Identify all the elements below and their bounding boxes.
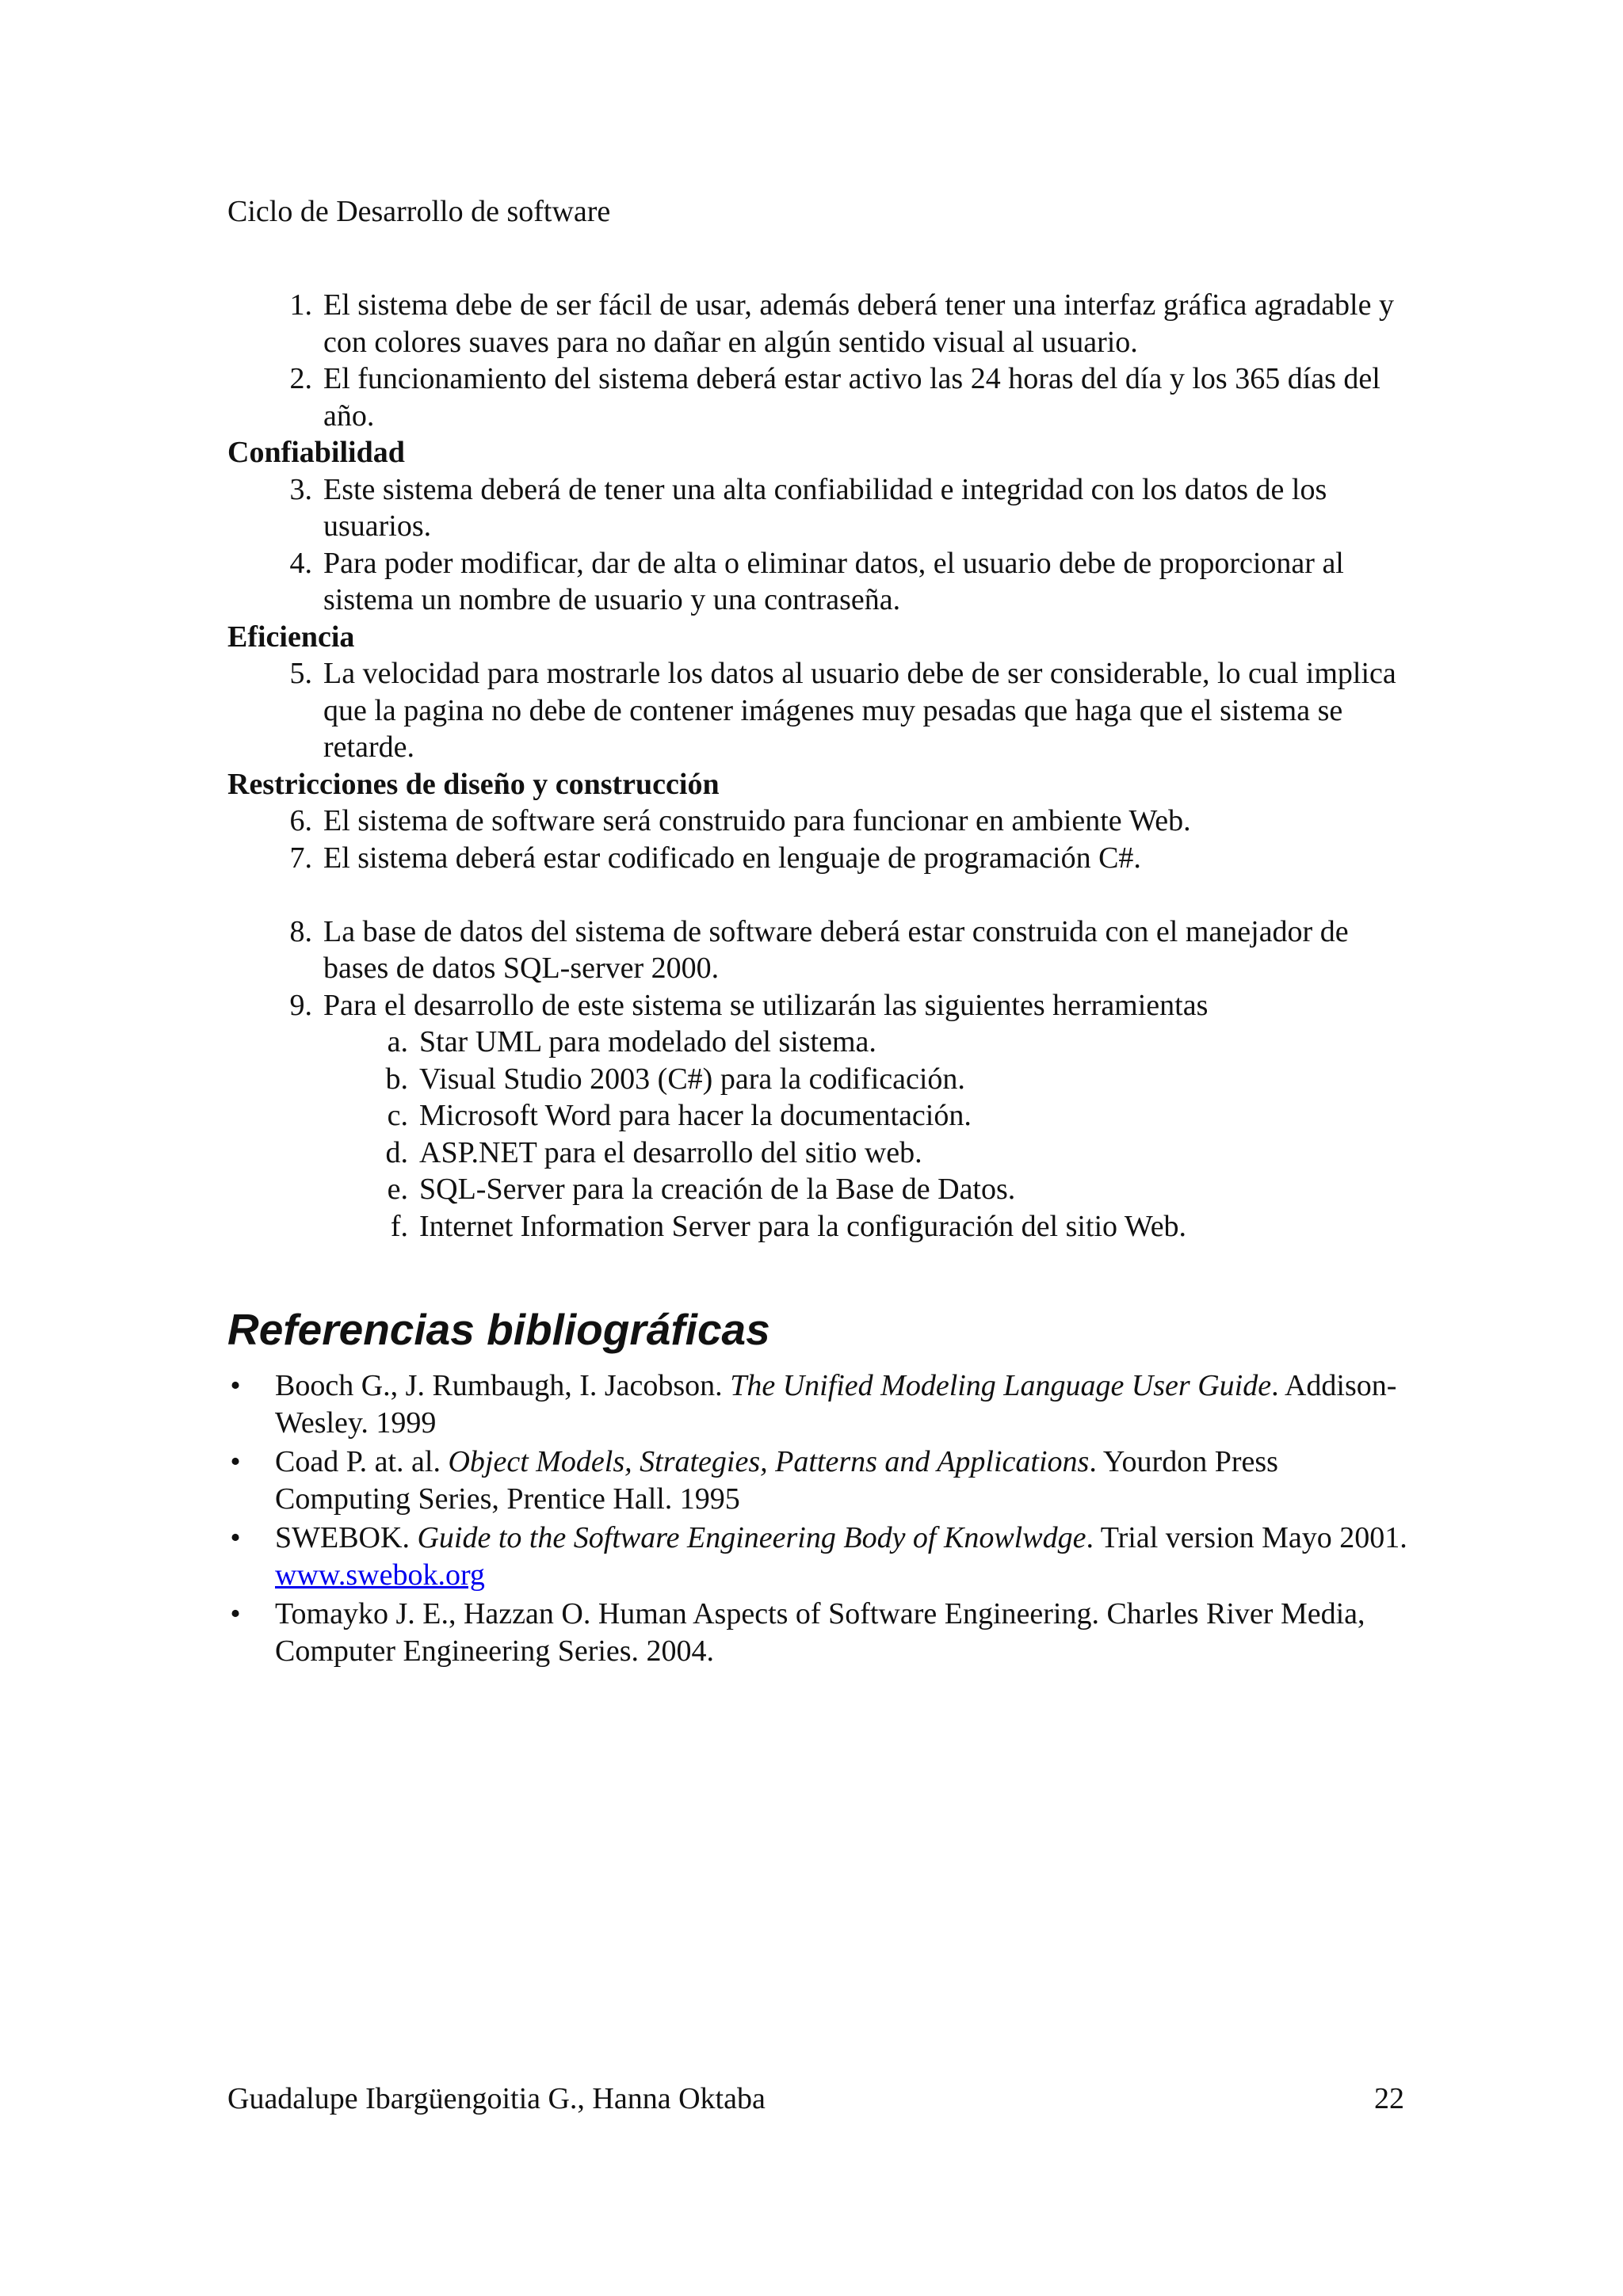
list-item: [227, 360, 1416, 434]
bullet-icon: •: [230, 1521, 241, 1554]
reference-text: SWEBOK.: [275, 1521, 418, 1554]
tool-letter: d.: [385, 1135, 408, 1169]
item-text: La base de datos del sistema de software deberá estar construida con el manejador de bases de datos SQL-server 2000.: [323, 914, 1349, 985]
tool-text: Microsoft Word para hacer la documentación.: [419, 1099, 972, 1132]
reference-item: [227, 1367, 1416, 1441]
reference-text: . Trial version Mayo 2001.: [1086, 1521, 1407, 1554]
reference-item: [227, 1520, 1416, 1593]
list-item: [227, 471, 1416, 545]
list-item: [227, 545, 1416, 619]
item-number: 5.: [289, 657, 312, 690]
tool-item: [227, 1097, 1416, 1135]
reference-text: Tomayko J. E., Hazzan O. Human Aspects of Software Engineering. Charles River Media, Computer Engineering Series. 2004.: [275, 1597, 1365, 1668]
tool-item: [227, 1135, 1416, 1172]
item-text: El funcionamiento del sistema deberá estar activo las 24 horas del día y los 365 días del año.: [323, 362, 1381, 433]
references-list: [227, 1367, 1416, 1672]
swebok-link[interactable]: www.swebok.org: [275, 1558, 485, 1592]
tool-letter: e.: [387, 1173, 408, 1206]
reference-text: Booch G., J. Rumbaugh, I. Jacobson.: [275, 1369, 731, 1402]
references-heading: Referencias bibliográficas: [227, 1305, 770, 1354]
item-number: 3.: [289, 472, 312, 506]
item-number: 4.: [289, 546, 312, 580]
list-item: [227, 803, 1416, 840]
list-item: [227, 987, 1416, 1024]
item-text: La velocidad para mostrarle los datos al usuario debe de ser considerable, lo cual implica que la pagina no debe de contener imágenes muy pesadas que haga que el sistema se retarde.: [323, 657, 1396, 764]
tool-letter: b.: [385, 1062, 408, 1096]
reference-item: [227, 1444, 1416, 1517]
list-item: [227, 913, 1416, 987]
tool-item: [227, 1024, 1416, 1061]
tool-text: Star UML para modelado del sistema.: [419, 1025, 876, 1058]
reference-title: Object Models, Strategies, Patterns and Applications: [448, 1445, 1090, 1478]
item-number: 6.: [289, 804, 312, 837]
item-number: 7.: [289, 841, 312, 875]
item-text: Para el desarrollo de este sistema se utilizarán las siguientes herramientas: [323, 988, 1209, 1022]
page-number: 22: [1374, 2082, 1404, 2115]
item-text: Este sistema deberá de tener una alta confiabilidad e integridad con los datos de los usuarios.: [323, 472, 1327, 543]
item-number: 9.: [289, 988, 312, 1022]
reference-text: . Yourdon Press Computing Series, Prentice Hall. 1995: [275, 1445, 1278, 1516]
tool-text: Internet Information Server para la configuración del sitio Web.: [419, 1209, 1187, 1243]
reference-title: The Unified Modeling Language User Guide: [730, 1369, 1272, 1402]
item-number: 2.: [289, 362, 312, 395]
item-text: El sistema deberá estar codificado en lenguaje de programación C#.: [323, 841, 1141, 875]
list-item: [227, 287, 1416, 360]
heading-confiabilidad: Confiabilidad: [227, 436, 405, 469]
tool-letter: f.: [390, 1209, 408, 1243]
item-text: Para poder modificar, dar de alta o eliminar datos, el usuario debe de proporcionar al sistema un nombre de usuario y una contraseña.: [323, 546, 1344, 616]
reference-title: Guide to the Software Engineering Body of Knowlwdge: [417, 1521, 1086, 1554]
tool-item: [227, 1061, 1416, 1098]
tool-text: SQL-Server para la creación de la Base de Datos.: [419, 1173, 1016, 1206]
page-header: Ciclo de Desarrollo de software: [227, 195, 611, 228]
item-number: 8.: [289, 914, 312, 948]
footer-authors: Guadalupe Ibargüengoitia G., Hanna Oktaba: [227, 2082, 766, 2115]
item-number: 1.: [289, 288, 312, 322]
bullet-icon: •: [230, 1597, 241, 1630]
tool-text: ASP.NET para el desarrollo del sitio web.: [419, 1135, 922, 1169]
tool-text: Visual Studio 2003 (C#) para la codificación.: [419, 1062, 965, 1096]
bullet-icon: •: [230, 1369, 241, 1402]
list-item: [227, 655, 1416, 766]
heading-restricciones: Restricciones de diseño y construcción: [227, 767, 720, 801]
item-text: El sistema de software será construido para funcionar en ambiente Web.: [323, 804, 1191, 837]
spacer: [227, 876, 1416, 913]
bullet-icon: •: [230, 1445, 241, 1478]
list-item: [227, 840, 1416, 877]
tool-letter: a.: [387, 1025, 408, 1058]
reference-text: . Addison-Wesley. 1999: [275, 1369, 1397, 1440]
tool-item: [227, 1171, 1416, 1208]
heading-eficiencia: Eficiencia: [227, 620, 355, 654]
reference-text: Coad P. at. al.: [275, 1445, 449, 1478]
reference-item: [227, 1596, 1416, 1669]
tool-letter: c.: [387, 1099, 408, 1132]
item-text: El sistema debe de ser fácil de usar, además deberá tener una interfaz gráfica agradable y con colores suaves para no dañar en algún sentido visual al usuario.: [323, 288, 1394, 359]
requirements-section: [227, 287, 1416, 1245]
tool-item: [227, 1208, 1416, 1245]
